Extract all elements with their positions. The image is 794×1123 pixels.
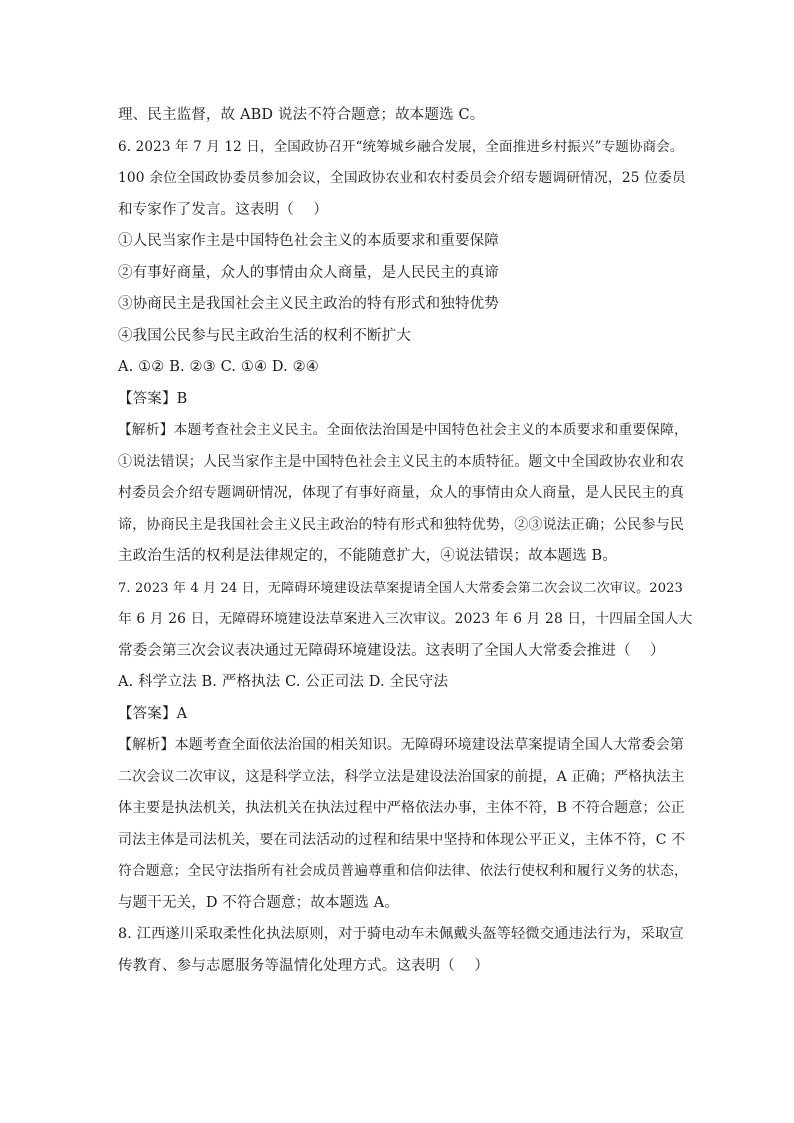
text-line: 和专家作了发言。这表明（ ） [118,201,328,218]
text-line: 符合题意；全民守法指所有社会成员普遍尊重和信仰法律、依法行使权利和履行义务的状态， [118,863,688,879]
text-line: 主政治生活的权利是法律规定的，不能随意扩大，④说法错误；故本题选 B。 [118,548,618,564]
text-line: 与题干无关，D 不符合题意；故本题选 A。 [118,894,399,911]
text-line: 年 6 月 26 日，无障碍环境建设法草案进入三次审议。2023 年 6 月 28 日，十四届全国人大 [118,611,693,627]
statement-1: ①人民当家作主是中国特色社会主义的本质要求和重要保障 [118,233,499,249]
text-line: ①说法错误；人民当家作主是中国特色社会主义民主的本质特征。题文中全国政协农业和农 [118,453,684,470]
text-line: 传教育、参与志愿服务等温情化处理方式。这表明（ ） [118,957,490,974]
document-page [118,100,693,982]
text-line: 理、民主监督，故 ABD 说法不符合题意；故本题选 C。 [118,107,485,123]
statement-2: ②有事好商量，众人的事情由众人商量，是人民民主的真谛 [118,264,499,281]
text-line: 村委员会介绍专题调研情况，体现了有事好商量，众人的事情由众人商量，是人民民主的真 [118,485,684,501]
text-line: 二次会议二次审议，这是科学立法，科学立法是建设法治国家的前提，A 正确；严格执法主 [118,768,685,785]
text-line: 谛，协商民主是我国社会主义民主政治的特有形式和独特优势，②③说法正确；公民参与民 [118,516,684,533]
answer-label: 【答案】B [118,390,188,407]
analysis-text: 【解析】本题考查社会主义民主。全面依法治国是中国特色社会主义的本质要求和重要保障， [118,422,688,438]
question-8-stem: 8. 江西遂川采取柔性化执法原则，对于骑电动车未佩戴头盔等轻微交通违法行为，采取宣 [118,926,684,942]
statement-4: ④我国公民参与民主政治生活的权利不断扩大 [118,327,411,344]
question-6-stem: 6. 2023 年 7 月 12 日，全国政协召开“统筹城乡融合发展，全面推进乡村振兴”专题协商会。 [118,138,684,155]
statement-3: ③协商民主是我国社会主义民主政治的特有形式和独特优势 [118,296,499,312]
analysis-text: 【解析】本题考查全面依法治国的相关知识。无障碍环境建设法草案提请全国人大常委会第 [118,737,684,753]
answer-options: A. ①② B. ②③ C. ①④ D. ②④ [118,359,319,375]
text-line: 常委会第三次会议表决通过无障碍环境建设法。这表明了全国人大常委会推进（ ） [118,642,665,659]
question-7-stem: 7. 2023 年 4 月 24 日，无障碍环境建设法草案提请全国人大常委会第二次会议二次审议。2023 [118,580,683,596]
text-line: 体主要是执法机关，执法机关在执法过程中严格依法办事，主体不符，B 不符合题意；公正 [118,800,685,816]
answer-label: 【答案】A [118,705,188,722]
text-line: 司法主体是司法机关，要在司法活动的过程和结果中坚持和体现公平正义，主体不符，C 不 [118,831,686,848]
answer-options: A. 科学立法 B. 严格执法 C. 公正司法 D. 全民守法 [118,674,449,690]
text-line: 100 余位全国政协委员参加会议，全国政协农业和农村委员会介绍专题调研情况，25 位委员 [118,170,686,186]
